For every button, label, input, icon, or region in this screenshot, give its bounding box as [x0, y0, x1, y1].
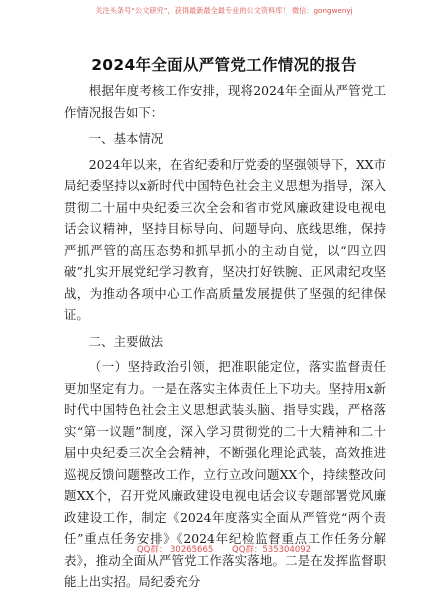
section-main-practices-body: （一）坚持政治引领，把准职能定位，落实监督责任更加坚定有力。一是在落实主体责任上下功夫。坚持用x新时代中国特色社会主义思想武装头脑、指导实践，严格落实“第一议题”制度，深入学习贯彻党的二十大精神和二十届中央纪委三次全会精神，不断强化理论武装，高效推进巡视反馈问题整改工作，立行立改问题XX个，持续整改问题XX个，召开党风廉政建设电视电话会议专题部署党风廉政建设工作，制定《2024年度落实全面从严管党“两个责任”重点任务安排》《2024年纪检监督重点工作任务分解表》，推动全面从严管党工作落实落地。二是在发挥监督职能上出实招。局纪委充分 — [64, 359, 386, 589]
section-basic-situation-body: 2024年以来，在省纪委和厅党委的坚强领导下，XX市局纪委坚持以x新时代中国特色社会主义思想为指导，深入贯彻二十届中央纪委三次全会和省市党风廉政建设电视电话会议精神，坚持目标导向、问题导向、底线思维，保持严抓严管的高压态势和抓早抓小的主动自觉，以“四立四破”扎实开展党纪学习教育，坚决打好铁腕、正风肃纪攻坚战，为推动各项中心工作高质量发展提供了坚强的纪律保证。 — [64, 156, 386, 322]
header-promo-note: 关注头条号“公文研究”，获得最新最全最专业的公文资料库！ 微信：gongwenyj — [95, 6, 353, 15]
footer-qq-group-2: QQ群：535304092 — [232, 545, 312, 555]
section-heading-basic-situation: 一、基本情况 — [88, 131, 164, 146]
document-title: 2024年全面从严管党工作情况的报告 — [91, 56, 357, 74]
section-heading-main-practices: 二、主要做法 — [88, 333, 164, 349]
document-body — [64, 80, 386, 593]
footer-qq-group-1: QQ群： 30265665 — [136, 545, 214, 555]
intro-paragraph: 根据年度考核工作安排，现将2024年全面从严管党工作情况报告如下： — [64, 83, 386, 120]
footer-qq-groups — [0, 543, 448, 555]
